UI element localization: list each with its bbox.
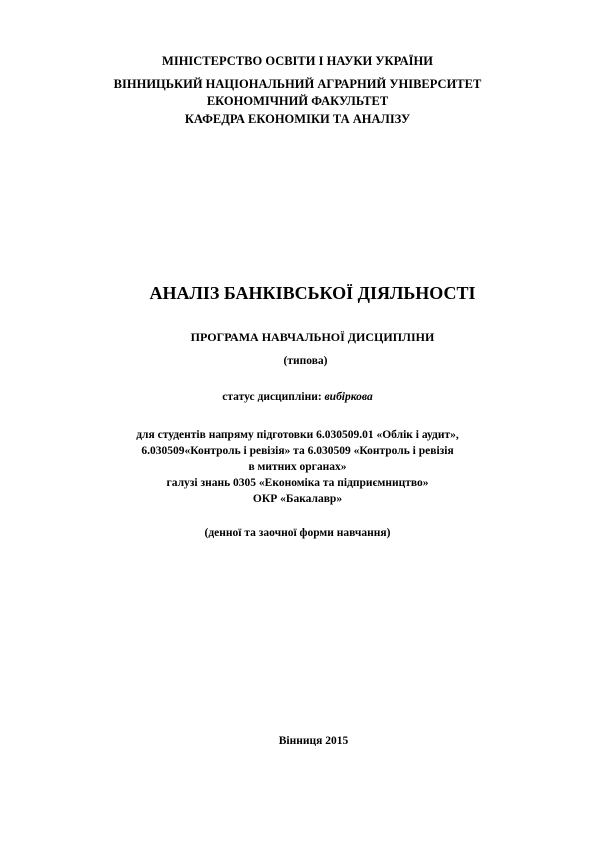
audience-line-5: ОКР «Бакалавр» <box>252 493 343 505</box>
audience-line-1: для студентів напряму підготовки 6.030509.01 «Облік і аудит», <box>136 429 459 441</box>
department-heading: КАФЕДРА ЕКОНОМІКИ ТА АНАЛІЗУ <box>184 112 411 126</box>
faculty-heading: ЕКОНОМІЧНИЙ ФАКУЛЬТЕТ <box>206 94 389 108</box>
status-value: вибіркова <box>324 391 373 403</box>
document-subtitle: ПРОГРАМА НАВЧАЛЬНОЇ ДИСЦИПЛІНИ <box>190 330 435 344</box>
study-forms: (денної та заочної форми навчання) <box>204 527 391 539</box>
status-label: статус дисципліни: <box>222 391 322 403</box>
audience-line-2: 6.030509«Контроль і ревізія» та 6.030509 «Контроль і ревізія <box>141 445 454 457</box>
discipline-status <box>0 390 595 404</box>
university-heading: ВІННИЦЬКИЙ НАЦІОНАЛЬНИЙ АГРАРНИЙ УНІВЕРСИТЕТ <box>113 77 482 91</box>
ministry-heading: МІНІСТЕРСТВО ОСВІТИ І НАУКИ УКРАЇНИ <box>162 54 433 68</box>
place-and-year: Вінниця 2015 <box>278 735 349 747</box>
audience-line-3: в митних органах» <box>248 461 347 473</box>
document-title: АНАЛІЗ БАНКІВСЬКОЇ ДІЯЛЬНОСТІ <box>149 283 476 303</box>
program-type: (типова) <box>283 355 328 367</box>
audience-line-4: галузі знань 0305 «Економіка та підприємництво» <box>166 477 429 489</box>
